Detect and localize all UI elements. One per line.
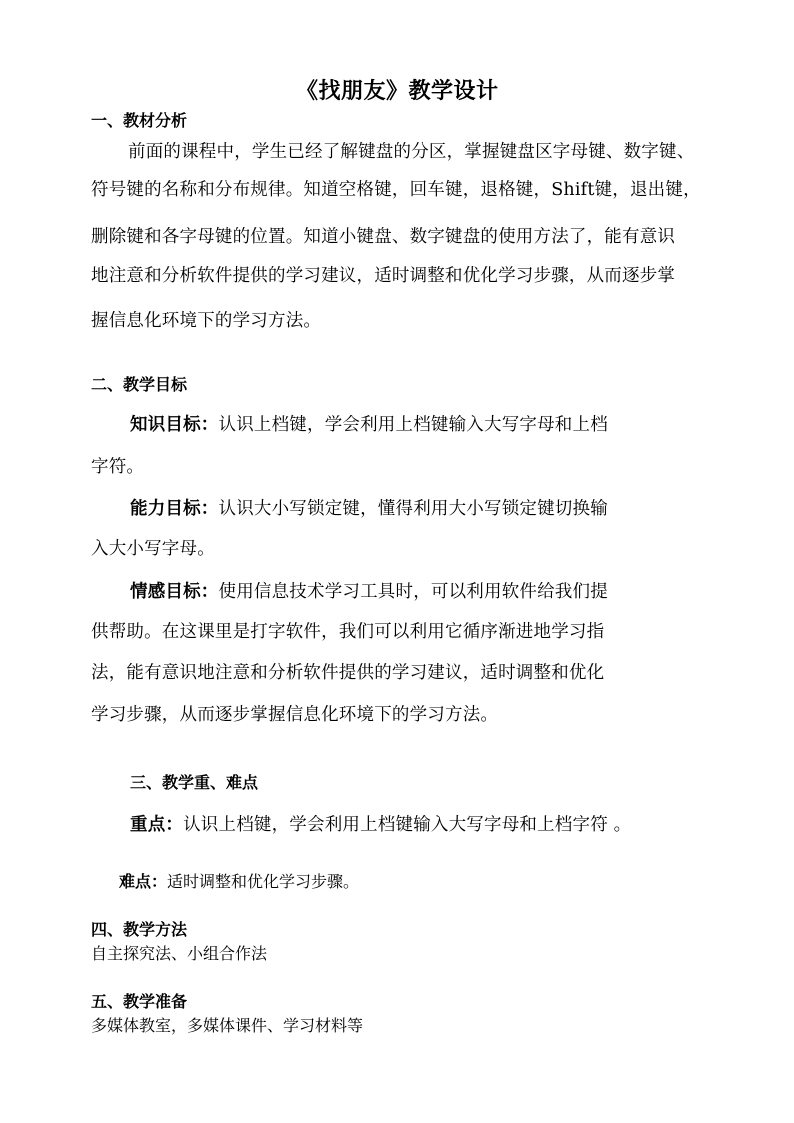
section5-text: 多媒体教室，多媒体课件、学习材料等: [91, 1016, 364, 1035]
difficult-point-label: 难点：: [119, 872, 168, 891]
ability-goal-text: 认识大小写锁定键，懂得利用大小写锁定键切换输: [218, 499, 608, 519]
ability-goal-label: 能力目标：: [130, 499, 219, 519]
knowledge-goal-label: 知识目标：: [130, 415, 219, 435]
emotion-goal-line-2: 供帮助。在这课里是打字软件，我们可以利用它循序渐进地学习指: [91, 622, 605, 642]
difficult-point-text: 适时调整和优化学习步骤。: [167, 872, 360, 891]
section1-line-2: 符号键的名称和分布规律。知道空格键，回车键，退格键，Shift键，退出键，: [91, 180, 701, 200]
document-title: 《找朋友》教学设计: [296, 78, 499, 104]
emotion-goal-label: 情感目标：: [130, 582, 219, 602]
section1-heading: 一、教材分析: [91, 111, 188, 130]
difficult-point-line: [119, 874, 359, 890]
section1-line-5: 握信息化环境下的学习方法。: [91, 311, 322, 331]
emotion-goal-line-4: 学习步骤，从而逐步掌握信息化环境下的学习方法。: [91, 705, 499, 725]
section5-heading: 五、教学准备: [91, 992, 188, 1011]
knowledge-goal-line-2: 字符。: [91, 457, 145, 477]
ability-goal-line-2: 入大小写字母。: [91, 539, 215, 559]
section4-heading: 四、教学方法: [91, 920, 188, 939]
emotion-goal-line-3: 法，能有意识地注意和分析软件提供的学习建议，适时调整和优化: [91, 663, 605, 683]
section1-line-4: 地注意和分析软件提供的学习建议，适时调整和优化学习步骤，从而逐步掌: [91, 266, 676, 286]
section2-heading: 二、教学目标: [91, 375, 188, 394]
emotion-goal-text: 使用信息技术学习工具时，可以利用软件给我们提: [218, 582, 608, 602]
ability-goal-line-1: [130, 501, 608, 519]
key-point-text: 认识上档键，学会利用上档键输入大写字母和上档字符 。: [183, 815, 632, 835]
section3-heading: 三、教学重、难点: [130, 773, 259, 792]
section1-line-3: 删除键和各字母键的位置。知道小键盘、数字键盘的使用方法了，能有意识: [91, 227, 676, 247]
key-point-line: [130, 817, 631, 835]
knowledge-goal-text: 认识上档键，学会利用上档键输入大写字母和上档: [218, 415, 608, 435]
key-point-label: 重点：: [130, 815, 184, 835]
section4-text: 自主探究法、小组合作法: [91, 944, 268, 963]
knowledge-goal-line-1: [130, 417, 608, 435]
section1-line-1: 前面的课程中，学生已经了解键盘的分区，掌握键盘区字母键、数字键、: [128, 142, 695, 162]
emotion-goal-line-1: [130, 584, 608, 602]
